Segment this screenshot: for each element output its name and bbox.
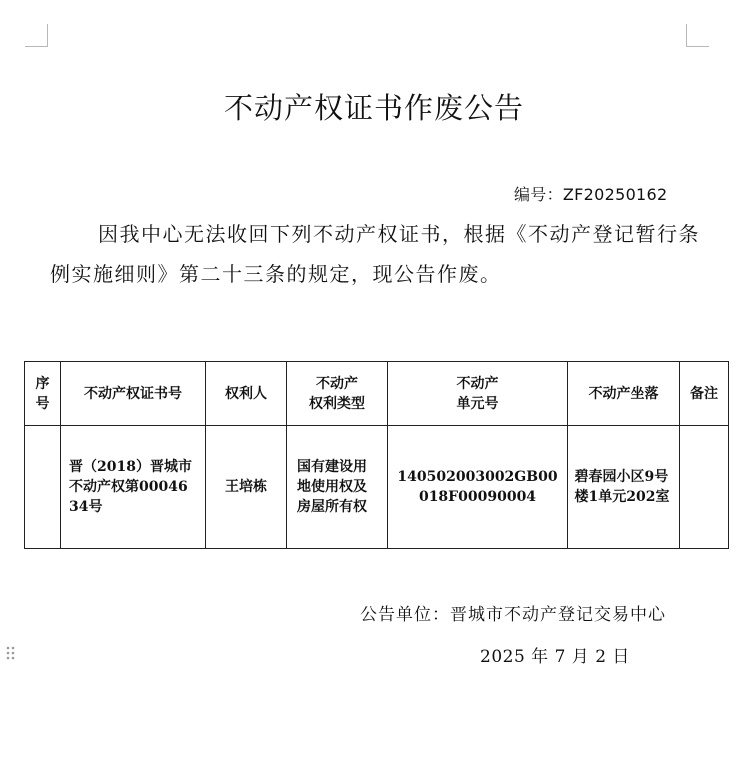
cell-seq: [25, 426, 61, 549]
unit-no-value: 140502003002GB00018F00090004: [397, 469, 558, 505]
table-row: [25, 426, 729, 549]
owner-value: 王培栋: [225, 479, 267, 495]
cell-cert-no: [61, 426, 206, 549]
cell-remarks: [680, 426, 729, 549]
header-remarks: 备注: [680, 362, 729, 426]
drag-handle-icon[interactable]: [6, 646, 16, 662]
issue-date: 2025 年 7 月 2 日: [480, 647, 630, 667]
document-title: 不动产权证书作废公告: [223, 91, 524, 125]
header-seq: [25, 362, 61, 426]
header-right-type-line2: 权利类型: [309, 395, 365, 412]
document-number: 编号：ZF20250162: [514, 185, 668, 204]
header-right-type: [287, 362, 388, 426]
header-unit-no: [388, 362, 568, 426]
cell-unit-no: [388, 426, 568, 549]
drag-handle-dots: [6, 646, 16, 662]
header-location: 不动产坐落: [568, 362, 680, 426]
header-unit-no-line1: 不动产: [456, 375, 499, 392]
header-cert-no: 不动产权证书号: [61, 362, 206, 426]
cell-owner: [206, 426, 287, 549]
cert-no-value: 晋（2018）晋城市不动产权第0004634号: [69, 459, 192, 515]
header-right-type-line1: 不动产: [316, 375, 358, 392]
invalidated-certificates-table: [24, 361, 729, 549]
page-corner-top-left-mark: [25, 24, 48, 47]
table-header-row: [25, 362, 729, 426]
right-type-value: 国有建设用地使用权及房屋所有权: [297, 459, 367, 515]
header-seq-line2: 号: [35, 395, 50, 412]
header-unit-no-line2: 单元号: [456, 395, 499, 412]
notice-paragraph: 因我中心无法收回下列不动产权证书，根据《不动产登记暂行条例实施细则》第二十三条的规定，现公告作废。: [50, 222, 700, 286]
cell-location: [568, 426, 680, 549]
header-owner: 权利人: [206, 362, 287, 426]
header-seq-line1: 序: [35, 375, 50, 392]
issuer-line: 公告单位：晋城市不动产登记交易中心: [360, 605, 666, 625]
location-value: 碧春园小区9号楼1单元202室: [574, 469, 670, 505]
page-corner-top-right-mark: [686, 24, 709, 47]
cell-right-type: [287, 426, 388, 549]
